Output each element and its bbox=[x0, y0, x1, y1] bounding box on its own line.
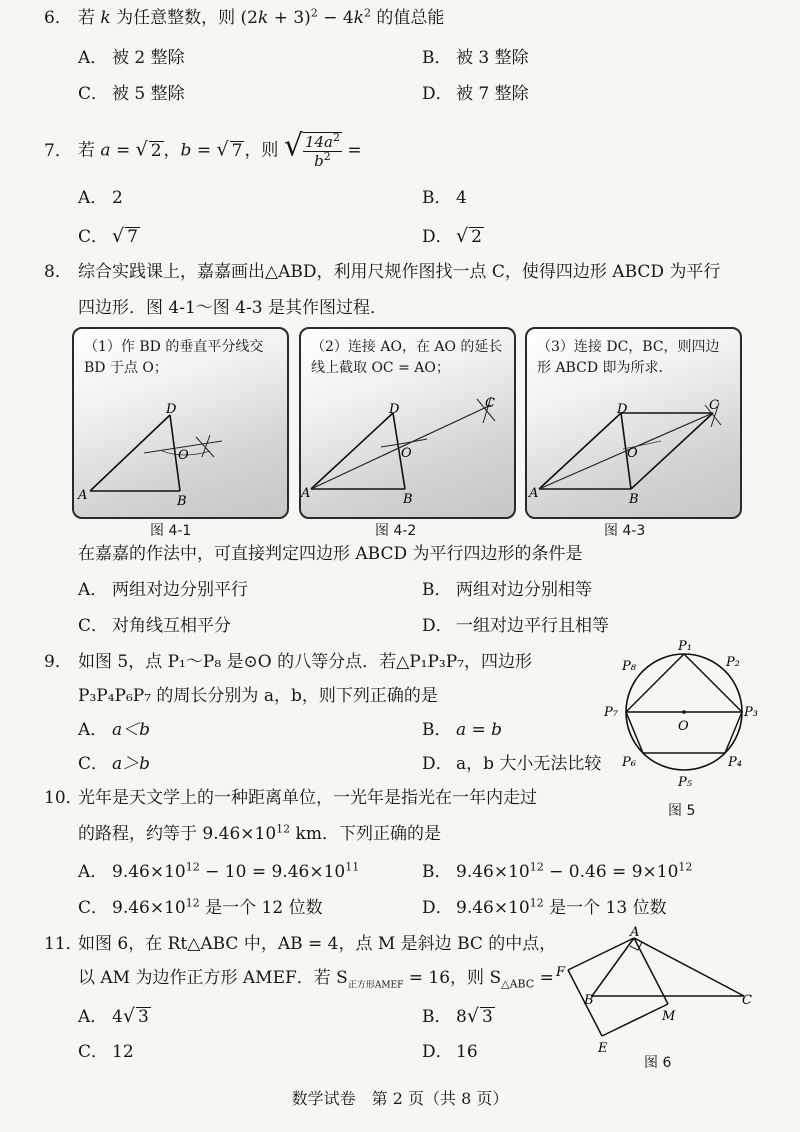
question-7-stem: 7． 若 a = √ 2 ，b = √ 7 ，则 √ $\frac{14a^2}{b^2}$ = bbox=[44, 128, 362, 170]
point-o-label: O bbox=[178, 448, 189, 463]
point-p3-label: P₃ bbox=[744, 705, 758, 720]
point-a-label: A bbox=[78, 488, 88, 503]
point-p5-label: P₅ bbox=[678, 775, 692, 790]
point-p4-label: P₄ bbox=[728, 755, 742, 770]
figure-6-square-diagram bbox=[550, 924, 760, 1060]
figure-4-2-caption: 图 4-2 bbox=[375, 523, 417, 539]
point-e-label: E bbox=[598, 1041, 608, 1056]
point-c-label: C bbox=[742, 993, 752, 1008]
point-b-label: B bbox=[177, 494, 187, 509]
point-o-label: O bbox=[627, 446, 638, 461]
q8-option-c: C． 对角线互相平分 bbox=[78, 616, 231, 636]
radical-fraction: √ $\frac{14a^2}{b^2}$ bbox=[283, 128, 340, 170]
question-9-stem: 9． 如图 5，点 P₁～P₈ 是⊙O 的八等分点．若△P₁P₃P₇，四边形 bbox=[44, 652, 532, 672]
question-8-prompt: 在嘉嘉的作法中，可直接判定四边形 ABCD 为平行四边形的条件是 bbox=[78, 544, 583, 564]
point-b-label: B bbox=[629, 492, 639, 507]
figure-4-3-caption: 图 4-3 bbox=[604, 523, 646, 539]
page-footer: 数学试卷 第 2 页（共 8 页） bbox=[291, 1089, 509, 1108]
point-a-label: A bbox=[529, 486, 539, 501]
point-d-label: D bbox=[617, 402, 628, 417]
q11-option-b: B． 8√ 3 bbox=[422, 1005, 493, 1027]
figure-4-3-caption-text: （3）连接 DC，BC，则四边形 ABCD 即为所求． bbox=[537, 339, 720, 376]
question-9-stem-line2: P₃P₄P₆P₇ 的周长分别为 a，b，则下列正确的是 bbox=[78, 686, 438, 706]
figure-4-3-panel bbox=[525, 327, 742, 519]
q10-option-b: B． $9.46\times 10^{12} - 0.46 = 9\times 10^{12}$ bbox=[422, 860, 693, 882]
point-d-label: D bbox=[389, 402, 400, 417]
q6-option-a: A． 被 2 整除 bbox=[78, 48, 185, 68]
point-p6-label: P₆ bbox=[622, 755, 636, 770]
point-c-label: C bbox=[485, 396, 495, 411]
q11-option-d: D． 16 bbox=[422, 1042, 478, 1062]
q10-option-d: D． $9.46\times 10^{12}$ 是一个 13 位数 bbox=[422, 896, 667, 918]
q9-option-c: C． a＞b bbox=[78, 754, 151, 774]
question-10-stem: 10．光年是天文学上的一种距离单位，一光年是指光在一年内走过 bbox=[44, 788, 537, 808]
question-11-stem-line2: 以 AM 为边作正方形 AMEF．若 $S_{正方形AMEF} = 16$，则 $S_{\triangle ABC}$ = bbox=[78, 968, 554, 991]
q8-option-b: B． 两组对边分别相等 bbox=[422, 580, 592, 600]
figure-5-circle-diagram bbox=[600, 636, 780, 806]
q7-option-c: C． √ 7 bbox=[78, 225, 138, 247]
question-8-stem: 8． 综合实践课上，嘉嘉画出△ABD，利用尺规作图找一点 C，使得四边形 ABCD 为平行 bbox=[44, 262, 721, 282]
q6-option-b: B． 被 3 整除 bbox=[422, 48, 529, 68]
q7-option-d: D． √ 2 bbox=[422, 225, 482, 247]
point-a-label: A bbox=[301, 486, 311, 501]
figure-4-1-caption: 图 4-1 bbox=[150, 523, 192, 539]
q9-option-b: B． a = b bbox=[422, 720, 503, 740]
q8-option-a: A． 两组对边分别平行 bbox=[78, 580, 248, 600]
point-a-label: A bbox=[630, 925, 640, 940]
q7-option-b: B． 4 bbox=[422, 188, 467, 208]
point-c-label: C bbox=[709, 398, 719, 413]
figure-4-1-caption-text: （1）作 BD 的垂直平分线交 BD 于点 O； bbox=[84, 339, 264, 376]
point-p8-label: P₈ bbox=[622, 659, 636, 674]
point-o-label: O bbox=[401, 446, 412, 461]
point-b-label: B bbox=[403, 492, 413, 507]
q9-option-a: A． a＜b bbox=[78, 720, 151, 740]
figure-6-caption: 图 6 bbox=[644, 1055, 672, 1071]
point-p1-label: P₁ bbox=[678, 639, 692, 654]
q8-option-d: D． 一组对边平行且相等 bbox=[422, 616, 609, 636]
q9-option-d: D． a，b 大小无法比较 bbox=[422, 754, 602, 774]
figure-4-2-caption-text: （2）连接 AO，在 AO 的延长线上截取 OC = AO； bbox=[311, 339, 503, 376]
point-p7-label: P₇ bbox=[604, 705, 618, 720]
q10-option-c: C． $9.46\times 10^{12}$ 是一个 12 位数 bbox=[78, 896, 323, 918]
q6-option-d: D． 被 7 整除 bbox=[422, 84, 529, 104]
q6-option-c: C． 被 5 整除 bbox=[78, 84, 185, 104]
question-8-stem-line2: 四边形．图 4-1～图 4-3 是其作图过程． bbox=[78, 298, 387, 318]
point-m-label: M bbox=[662, 1009, 676, 1024]
figure-4-2-panel bbox=[299, 327, 516, 519]
question-10-stem-line2: 的路程，约等于 $9.46\times 10^{12}$ km．下列正确的是 bbox=[78, 822, 441, 844]
q10-option-a: A． $9.46\times 10^{12} - 10 = 9.46\times 10^{11}$ bbox=[78, 860, 360, 882]
q11-option-a: A． 4√ 3 bbox=[78, 1005, 149, 1027]
question-6-stem: 6． 若 k 为任意整数，则 $(2k + 3)^2 - 4k^2$ 的值总能 bbox=[44, 6, 445, 28]
point-d-label: D bbox=[166, 402, 177, 417]
point-b-label: B bbox=[584, 993, 594, 1008]
point-o-label: O bbox=[678, 719, 689, 734]
figure-4-1-panel bbox=[72, 327, 289, 519]
point-p2-label: P₂ bbox=[726, 655, 740, 670]
q7-option-a: A． 2 bbox=[78, 188, 123, 208]
question-11-stem: 11．如图 6，在 Rt△ABC 中，AB = 4，点 M 是斜边 BC 的中点， bbox=[44, 934, 557, 954]
figure-5-caption: 图 5 bbox=[668, 803, 696, 819]
point-f-label: F bbox=[556, 965, 566, 980]
q11-option-c: C． 12 bbox=[78, 1042, 134, 1062]
